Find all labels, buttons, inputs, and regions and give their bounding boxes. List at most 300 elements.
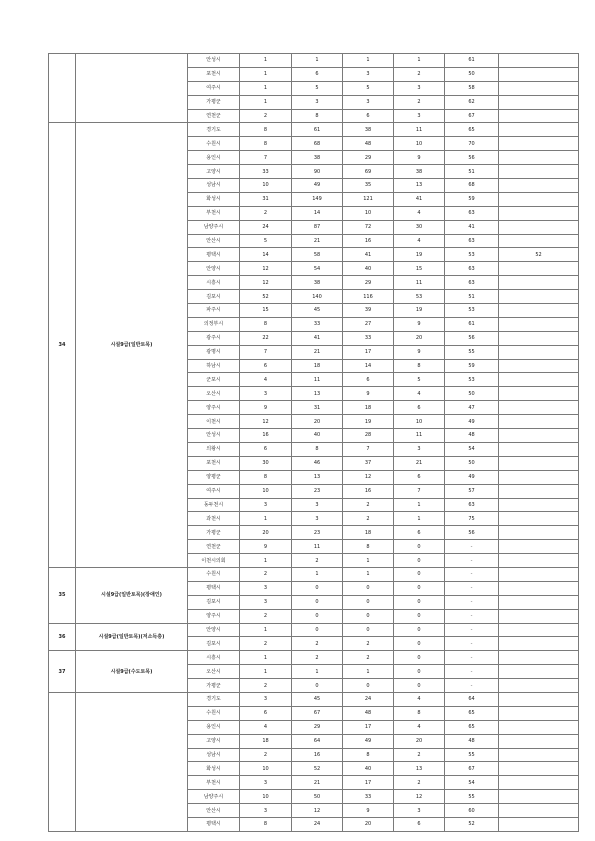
extra-cell: 52 [499,248,579,262]
count-cell: 16 [343,484,394,498]
score-cell: 54 [445,776,499,790]
score-cell: 55 [445,345,499,359]
count-cell: 18 [292,359,343,373]
count-cell: 33 [343,790,394,804]
count-cell: 6 [240,442,292,456]
count-cell: 52 [240,290,292,304]
count-cell: 37 [343,456,394,470]
group-number: 36 [49,623,76,651]
count-cell: 6 [240,706,292,720]
region-cell: 안성시 [188,54,240,68]
group-title: 시설9급(수도토목) [76,651,188,693]
extra-cell [499,109,579,123]
count-cell: 2 [292,554,343,568]
count-cell: 11 [394,123,445,137]
count-cell: 8 [240,123,292,137]
extra-cell [499,151,579,165]
count-cell: 14 [292,206,343,220]
region-cell: 성남시 [188,179,240,193]
region-cell: 가평군 [188,95,240,109]
count-cell: 64 [292,734,343,748]
region-cell: 연천군 [188,109,240,123]
region-cell: 오산시 [188,665,240,679]
group-number: 35 [49,567,76,623]
count-cell: 90 [292,165,343,179]
count-cell: 4 [394,234,445,248]
score-cell: - [445,581,499,595]
score-cell: 50 [445,67,499,81]
group-number: 37 [49,651,76,693]
count-cell: 2 [292,651,343,665]
count-cell: 1 [240,665,292,679]
count-cell: 10 [394,415,445,429]
count-cell: 23 [292,484,343,498]
extra-cell [499,623,579,637]
score-cell: 57 [445,484,499,498]
score-cell: 63 [445,262,499,276]
region-cell: 남양주시 [188,790,240,804]
count-cell: 0 [343,609,394,623]
score-cell: 62 [445,95,499,109]
extra-cell [499,776,579,790]
extra-cell [499,554,579,568]
score-cell: - [445,637,499,651]
region-cell: 시흥시 [188,651,240,665]
count-cell: 38 [343,123,394,137]
count-cell: 23 [292,526,343,540]
count-cell: 39 [343,304,394,318]
extra-cell [499,401,579,415]
count-cell: 10 [240,484,292,498]
count-cell: 8 [240,817,292,831]
count-cell: 21 [394,456,445,470]
count-cell: 6 [394,470,445,484]
score-cell: 75 [445,512,499,526]
region-cell: 안산시 [188,804,240,818]
count-cell: 11 [292,373,343,387]
score-cell: - [445,595,499,609]
count-cell: 0 [292,595,343,609]
region-cell: 부천시 [188,206,240,220]
count-cell: 8 [394,706,445,720]
count-cell: 38 [394,165,445,179]
count-cell: 1 [240,54,292,68]
score-cell: 55 [445,790,499,804]
count-cell: 31 [240,192,292,206]
count-cell: 30 [240,456,292,470]
group-title: 시설9급(일반토목)(저소득층) [76,623,188,651]
extra-cell [499,484,579,498]
count-cell: 9 [240,401,292,415]
count-cell: 4 [394,206,445,220]
region-cell: 오산시 [188,387,240,401]
count-cell: 3 [292,512,343,526]
score-cell: 61 [445,317,499,331]
count-cell: 8 [343,748,394,762]
count-cell: 17 [343,720,394,734]
group-title: 시설9급(일반토목) [76,123,188,568]
region-cell: 수원시 [188,567,240,581]
region-cell: 동두천시 [188,498,240,512]
count-cell: 3 [240,498,292,512]
count-cell: 38 [292,276,343,290]
count-cell: 3 [240,804,292,818]
count-cell: 19 [394,248,445,262]
region-cell: 광명시 [188,345,240,359]
extra-cell [499,665,579,679]
count-cell: 2 [394,67,445,81]
count-cell: 1 [394,512,445,526]
extra-cell [499,526,579,540]
extra-cell [499,706,579,720]
count-cell: 9 [394,151,445,165]
count-cell: 2 [343,637,394,651]
region-cell: 양주시 [188,401,240,415]
count-cell: 140 [292,290,343,304]
count-cell: 1 [240,95,292,109]
count-cell: 45 [292,304,343,318]
count-cell: 8 [343,540,394,554]
count-cell: 16 [240,429,292,443]
region-cell: 평택시 [188,248,240,262]
count-cell: 3 [343,95,394,109]
count-cell: 4 [394,692,445,706]
count-cell: 17 [343,345,394,359]
count-cell: 12 [240,262,292,276]
count-cell: 149 [292,192,343,206]
count-cell: 29 [292,720,343,734]
score-cell: - [445,554,499,568]
count-cell: 0 [394,595,445,609]
score-cell: 51 [445,290,499,304]
count-cell: 6 [394,817,445,831]
count-cell: 10 [394,137,445,151]
count-cell: 2 [394,776,445,790]
extra-cell [499,331,579,345]
count-cell: 1 [240,651,292,665]
count-cell: 1 [240,81,292,95]
count-cell: 0 [343,595,394,609]
extra-cell [499,762,579,776]
extra-cell [499,748,579,762]
count-cell: 8 [240,470,292,484]
count-cell: 61 [292,123,343,137]
score-cell: 56 [445,526,499,540]
count-cell: 3 [394,442,445,456]
extra-cell [499,817,579,831]
region-cell: 여주시 [188,81,240,95]
region-cell: 포천시 [188,456,240,470]
count-cell: 11 [394,276,445,290]
count-cell: 3 [240,581,292,595]
count-cell: 29 [343,276,394,290]
extra-cell [499,387,579,401]
count-cell: 9 [394,345,445,359]
region-cell: 양평군 [188,470,240,484]
count-cell: 1 [240,554,292,568]
score-cell: 54 [445,442,499,456]
count-cell: 46 [292,456,343,470]
count-cell: 0 [292,623,343,637]
score-cell: 61 [445,54,499,68]
score-cell: 49 [445,415,499,429]
region-cell: 의왕시 [188,442,240,456]
extra-cell [499,192,579,206]
score-cell: 52 [445,817,499,831]
count-cell: 2 [343,512,394,526]
score-cell: 53 [445,248,499,262]
count-cell: 41 [394,192,445,206]
count-cell: 6 [394,401,445,415]
score-cell: 67 [445,109,499,123]
count-cell: 0 [292,679,343,693]
count-cell: 3 [292,95,343,109]
score-cell: 63 [445,276,499,290]
region-cell: 수원시 [188,137,240,151]
score-cell: - [445,623,499,637]
extra-cell [499,595,579,609]
count-cell: 1 [343,54,394,68]
count-cell: 0 [394,567,445,581]
region-cell: 부천시 [188,776,240,790]
count-cell: 40 [292,429,343,443]
extra-cell [499,498,579,512]
group-number [49,54,76,123]
region-cell: 광주시 [188,331,240,345]
recruitment-stats-table [48,53,579,832]
count-cell: 3 [292,498,343,512]
extra-cell [499,317,579,331]
count-cell: 2 [343,498,394,512]
region-cell: 김포시 [188,637,240,651]
count-cell: 0 [292,581,343,595]
count-cell: 14 [343,359,394,373]
count-cell: 28 [343,429,394,443]
extra-cell [499,429,579,443]
count-cell: 8 [292,442,343,456]
score-cell: 48 [445,734,499,748]
score-cell: - [445,665,499,679]
count-cell: 2 [240,748,292,762]
count-cell: 1 [240,512,292,526]
region-cell: 여주시 [188,484,240,498]
extra-cell [499,179,579,193]
region-cell: 파주시 [188,304,240,318]
count-cell: 2 [240,567,292,581]
score-cell: - [445,609,499,623]
region-cell: 안산시 [188,234,240,248]
region-cell: 과천시 [188,512,240,526]
table-body [49,54,579,832]
extra-cell [499,359,579,373]
count-cell: 12 [292,804,343,818]
count-cell: 1 [394,498,445,512]
region-cell: 화성시 [188,192,240,206]
table-row [49,54,579,68]
count-cell: 0 [394,651,445,665]
count-cell: 19 [394,304,445,318]
count-cell: 1 [292,665,343,679]
count-cell: 19 [343,415,394,429]
region-cell: 용인시 [188,720,240,734]
count-cell: 2 [240,206,292,220]
count-cell: 13 [394,762,445,776]
count-cell: 4 [240,720,292,734]
region-cell: 김포시 [188,290,240,304]
score-cell: 65 [445,720,499,734]
extra-cell [499,790,579,804]
count-cell: 20 [394,734,445,748]
count-cell: 2 [240,679,292,693]
region-cell: 평택시 [188,817,240,831]
score-cell: 53 [445,373,499,387]
region-cell: 가평군 [188,679,240,693]
count-cell: 41 [343,248,394,262]
count-cell: 11 [292,540,343,554]
count-cell: 3 [394,81,445,95]
count-cell: 0 [394,554,445,568]
extra-cell [499,262,579,276]
count-cell: 2 [394,95,445,109]
count-cell: 0 [394,581,445,595]
score-cell: 65 [445,706,499,720]
count-cell: 87 [292,220,343,234]
score-cell: 51 [445,165,499,179]
count-cell: 1 [343,665,394,679]
count-cell: 14 [240,248,292,262]
count-cell: 21 [292,234,343,248]
count-cell: 50 [292,790,343,804]
score-cell: 63 [445,234,499,248]
extra-cell [499,540,579,554]
table-row [49,692,579,706]
region-cell: 고양시 [188,734,240,748]
extra-cell [499,290,579,304]
extra-cell [499,137,579,151]
group-number [49,692,76,831]
count-cell: 6 [240,359,292,373]
extra-cell [499,123,579,137]
count-cell: 10 [240,790,292,804]
count-cell: 1 [292,567,343,581]
count-cell: 54 [292,262,343,276]
count-cell: 0 [394,609,445,623]
count-cell: 18 [343,401,394,415]
extra-cell [499,81,579,95]
count-cell: 1 [394,54,445,68]
count-cell: 13 [292,470,343,484]
count-cell: 8 [394,359,445,373]
count-cell: 3 [394,109,445,123]
count-cell: 6 [343,373,394,387]
count-cell: 20 [292,415,343,429]
extra-cell [499,220,579,234]
score-cell: 65 [445,123,499,137]
region-cell: 군포시 [188,373,240,387]
group-title: 시설9급(일반토목)(장애인) [76,567,188,623]
score-cell: 59 [445,359,499,373]
region-cell: 이천시 [188,415,240,429]
count-cell: 7 [240,345,292,359]
count-cell: 38 [292,151,343,165]
score-cell: 53 [445,304,499,318]
count-cell: 9 [343,804,394,818]
region-cell: 안성시 [188,429,240,443]
score-cell: 41 [445,220,499,234]
count-cell: 4 [394,720,445,734]
region-cell: 양주시 [188,609,240,623]
count-cell: 20 [343,817,394,831]
count-cell: 24 [292,817,343,831]
score-cell: 48 [445,429,499,443]
count-cell: 0 [343,581,394,595]
count-cell: 1 [343,567,394,581]
extra-cell [499,609,579,623]
count-cell: 24 [240,220,292,234]
region-cell: 하남시 [188,359,240,373]
count-cell: 16 [292,748,343,762]
extra-cell [499,165,579,179]
count-cell: 27 [343,317,394,331]
count-cell: 3 [240,776,292,790]
count-cell: 8 [240,317,292,331]
extra-cell [499,804,579,818]
count-cell: 2 [394,748,445,762]
count-cell: 13 [292,387,343,401]
score-cell: 60 [445,804,499,818]
region-cell: 평택시 [188,581,240,595]
count-cell: 116 [343,290,394,304]
count-cell: 7 [240,151,292,165]
count-cell: 1 [240,623,292,637]
count-cell: 67 [292,706,343,720]
extra-cell [499,679,579,693]
score-cell: 63 [445,206,499,220]
score-cell: - [445,651,499,665]
count-cell: 68 [292,137,343,151]
count-cell: 5 [394,373,445,387]
score-cell: - [445,679,499,693]
count-cell: 3 [343,67,394,81]
count-cell: 48 [343,137,394,151]
score-cell: 68 [445,179,499,193]
count-cell: 3 [240,692,292,706]
score-cell: 49 [445,470,499,484]
count-cell: 15 [240,304,292,318]
count-cell: 10 [240,179,292,193]
count-cell: 72 [343,220,394,234]
count-cell: 40 [343,262,394,276]
count-cell: 9 [394,317,445,331]
count-cell: 33 [343,331,394,345]
score-cell: 55 [445,748,499,762]
count-cell: 29 [343,151,394,165]
count-cell: 31 [292,401,343,415]
extra-cell [499,345,579,359]
score-cell: - [445,567,499,581]
extra-cell [499,734,579,748]
count-cell: 2 [240,609,292,623]
count-cell: 15 [394,262,445,276]
extra-cell [499,304,579,318]
count-cell: 53 [394,290,445,304]
count-cell: 12 [240,276,292,290]
count-cell: 12 [343,470,394,484]
count-cell: 1 [343,554,394,568]
region-cell: 경기도 [188,123,240,137]
region-cell: 포천시 [188,67,240,81]
count-cell: 40 [343,762,394,776]
